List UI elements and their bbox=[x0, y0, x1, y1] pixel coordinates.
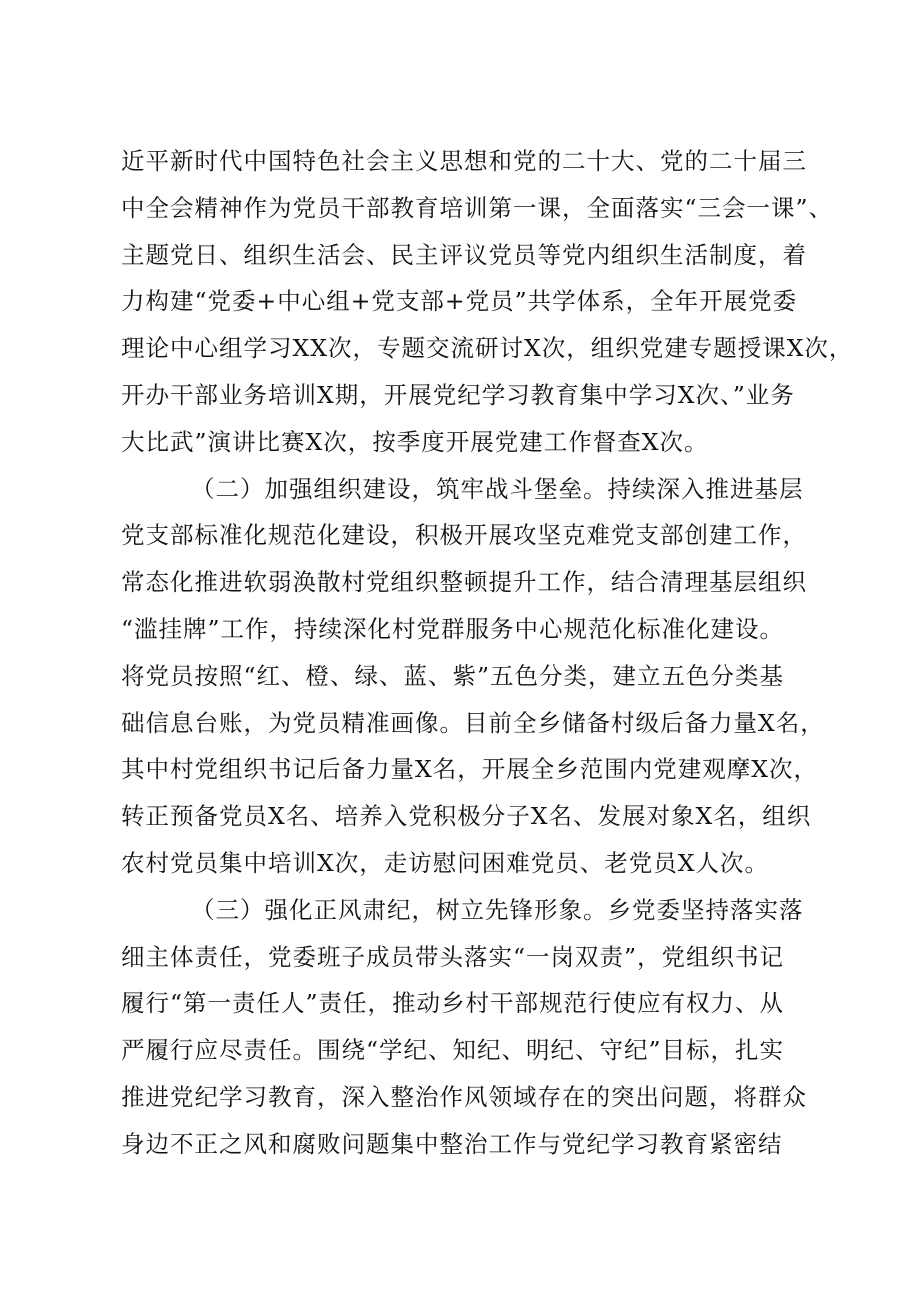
document-body bbox=[121, 138, 854, 1168]
text-line: 开办干部业务培训X期，开展党纪学习教育集中学习X次、”业务 bbox=[121, 380, 795, 409]
section-heading-line: （三）强化正风肃纪，树立先锋形象。乡党委坚持落实落 bbox=[191, 895, 804, 924]
text-line: 推进党纪学习教育，深入整治作风领域存在的突出问题，将群众 bbox=[121, 1082, 807, 1111]
text-line: 主题党日、组织生活会、民主评议党员等党内组织生活制度，着 bbox=[121, 240, 807, 269]
text-line: 大比武”演讲比赛X次，按季度开展党建工作督查X次。 bbox=[121, 427, 709, 456]
text-line: 党支部标准化规范化建设，积极开展攻坚克难党支部创建工作， bbox=[121, 521, 807, 550]
section-heading-line: （二）加强组织建设，筑牢战斗堡垒。持续深入推进基层 bbox=[191, 474, 804, 503]
text-line: 近平新时代中国特色社会主义思想和党的二十大、党的二十届三 bbox=[121, 147, 807, 175]
text-line: 细主体责任，党委班子成员带头落实“一岗双责”，党组织书记 bbox=[121, 942, 785, 971]
text-line: 农村党员集中培训X次，走访慰问困难党员、老党员X人次。 bbox=[121, 848, 769, 877]
text-line: “滥挂牌”工作，持续深化村党群服务中心规范化标准化建设。 bbox=[121, 614, 785, 643]
text-line: 力构建“党委+中心组+党支部+党员”共学体系，全年开展党委 bbox=[121, 287, 798, 316]
text-line: 础信息台账，为党员精准画像。目前全乡储备村级后备力量X名， bbox=[121, 708, 825, 737]
text-line: 转正预备党员X名、培养入党积极分子X名、发展对象X名，组织 bbox=[121, 802, 812, 831]
paragraph-discipline bbox=[121, 887, 811, 1168]
text-line: 将党员按照“红、橙、绿、蓝、紫”五色分类，建立五色分类基 bbox=[121, 661, 785, 690]
text-line: 常态化推进软弱涣散村党组织整顿提升工作，结合清理基层组织 bbox=[121, 568, 807, 597]
text-line: 理论中心组学习XX次，专题交流研讨X次，组织党建专题授课X次， bbox=[121, 334, 854, 363]
text-line: 中全会精神作为党员干部教育培训第一课，全面落实“三会一课”、 bbox=[121, 193, 834, 222]
paragraph-organization-building bbox=[121, 466, 825, 887]
text-line: 履行“第一责任人”责任，推动乡村干部规范行使应有权力、从 bbox=[121, 989, 785, 1018]
text-line: 身边不正之风和腐败问题集中整治工作与党纪学习教育紧密结 bbox=[121, 1129, 783, 1158]
paragraph-continuation bbox=[121, 138, 854, 466]
text-line: 严履行应尽责任。围绕“学纪、知纪、明纪、守纪”目标，扎实 bbox=[121, 1036, 785, 1065]
text-line: 其中村党组织书记后备力量X名，开展全乡范围内党建观摩X次， bbox=[121, 755, 818, 784]
